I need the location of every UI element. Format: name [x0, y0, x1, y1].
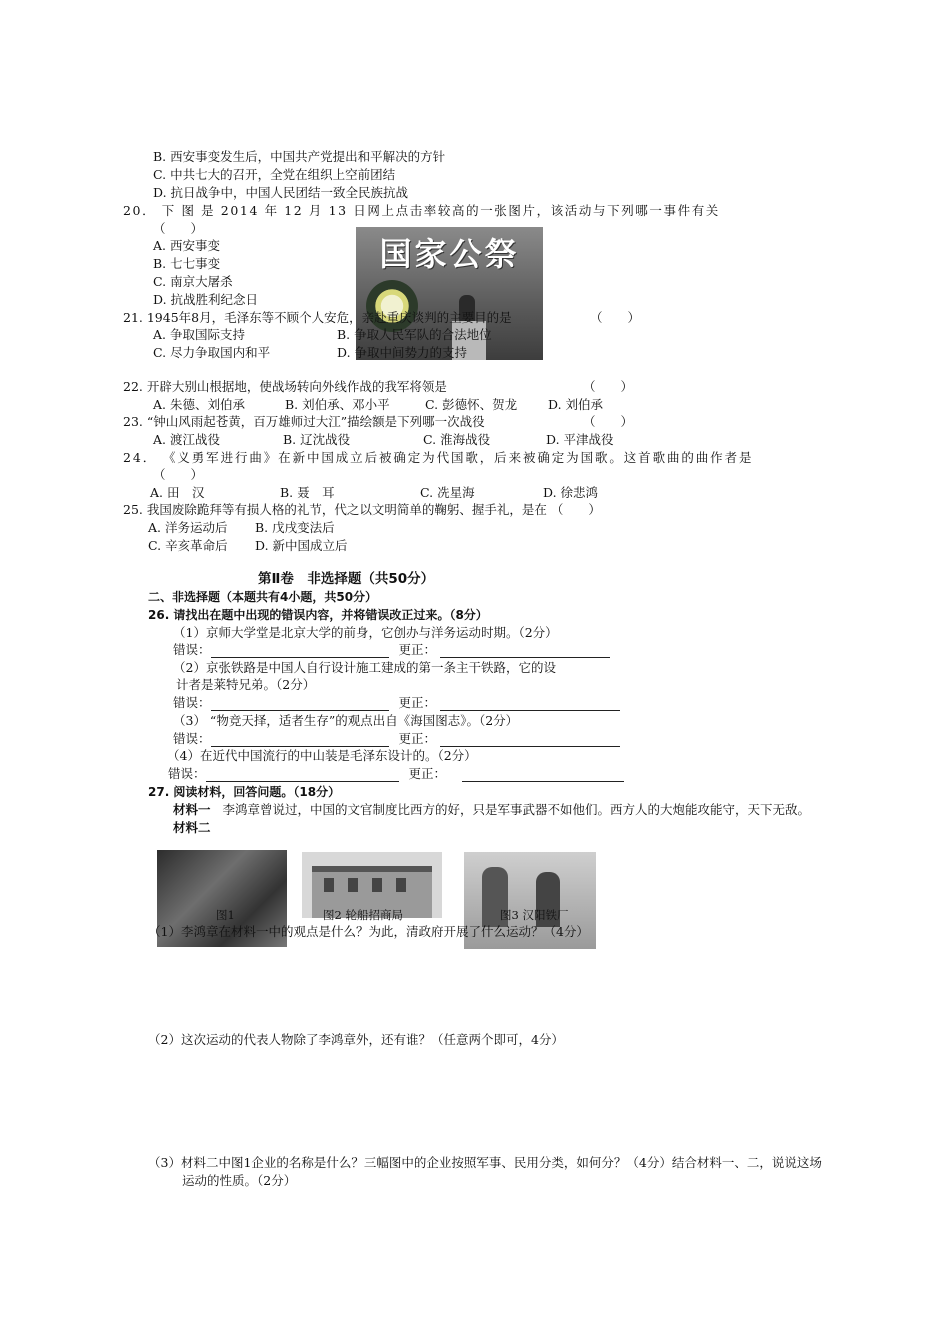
q26-item-2-answer: [173, 695, 620, 711]
q26-stem: 26. 请找出在题中出现的错误内容，并将错误改正过来。（8分）: [148, 608, 488, 622]
q22-option-d: D. 刘伯承: [548, 397, 604, 412]
error-blank[interactable]: [206, 768, 399, 782]
q20-stem-text: 20． 下 图 是 2014 年 12 月 13 日网上点击率较高的一张图片，该活动与下列哪一事件有关: [123, 203, 720, 218]
q26-item-3: （3） “物竞天择，适者生存”的观点出自《海国图志》。（2分）: [173, 713, 519, 728]
material-1-label: 材料一: [173, 802, 211, 817]
part2-section-heading: 二、非选择题（本题共有4小题，共50分）: [148, 590, 378, 604]
q23-option-a: A. 渡江战役: [153, 432, 220, 447]
q24-option-c: C. 冼星海: [420, 485, 475, 500]
q23-answer-paren: （ ）: [583, 414, 634, 429]
q25-option-d: D. 新中国成立后: [255, 538, 348, 553]
error-blank[interactable]: [211, 733, 389, 747]
correction-blank[interactable]: [462, 768, 624, 782]
q21-option-d: D. 争取中间势力的支持: [337, 345, 468, 360]
correction-label: 更正：: [408, 766, 447, 781]
q19-option-c: C. 中共七大的召开，全党在组织上空前团结: [153, 167, 396, 182]
q20-answer-paren: （ ）: [153, 221, 204, 236]
q20-option-c: C. 南京大屠杀: [153, 274, 233, 289]
q21-option-c: C. 尽力争取国内和平: [153, 345, 271, 360]
q26-item-2-line1: （2）京张铁路是中国人自行设计施工建成的第一条主干铁路，它的设: [173, 660, 556, 675]
correction-label: 更正：: [398, 695, 437, 710]
figure-3-caption: 图3 汉阳铁厂: [500, 908, 569, 922]
q21-option-a: A. 争取国际支持: [153, 327, 245, 342]
correction-blank[interactable]: [440, 644, 610, 658]
q22-option-c: C. 彭德怀、贺龙: [425, 397, 518, 412]
q27-sub-2: （2）这次运动的代表人物除了李鸿章外，还有谁？（任意两个即可，4分）: [148, 1032, 564, 1047]
q27-material-1: [173, 802, 810, 818]
q23-option-b: B. 辽沈战役: [283, 432, 351, 447]
q23-option-c: C. 淮海战役: [423, 432, 491, 447]
correction-blank[interactable]: [440, 733, 620, 747]
q27-sub-3-line1: （3）材料二中图1企业的名称是什么？三幅图中的企业按照军事、民用分类，如何分？（4分）结合材料一、二，说说这场: [148, 1155, 822, 1170]
q26-item-4: （4）在近代中国流行的中山装是毛泽东设计的。（2分）: [167, 748, 477, 763]
q26-item-1-answer: [173, 642, 610, 658]
q24-option-a: A. 田 汉: [150, 485, 205, 500]
q22-stem: 22. 开辟大别山根据地，使战场转向外线作战的我军将领是: [123, 379, 447, 394]
q20-stem: [123, 203, 845, 219]
figure-2-caption: 图2 轮船招商局: [323, 908, 403, 922]
q27-sub-3-line2: 运动的性质。（2分）: [182, 1173, 297, 1188]
q25-option-c: C. 辛亥革命后: [148, 538, 228, 553]
q23-stem: 23. “钟山风雨起苍黄，百万雄师过大江”描绘额是下列哪一次战役: [123, 414, 485, 429]
q22-answer-paren: （ ）: [583, 379, 634, 394]
correction-blank[interactable]: [440, 697, 620, 711]
part2-title: 第Ⅱ卷 非选择题（共50分）: [258, 571, 435, 587]
q20-option-d: D. 抗战胜利纪念日: [153, 292, 259, 307]
error-label: 错误：: [168, 766, 206, 781]
q22-option-b: B. 刘伯承、邓小平: [285, 397, 390, 412]
q19-option-d: D. 抗日战争中，中国人民团结一致全民族抗战: [153, 185, 409, 200]
q26-item-3-answer: [173, 731, 620, 747]
q21-option-b: B. 争取人民军队的合法地位: [337, 327, 492, 342]
q27-stem: 27. 阅读材料，回答问题。（18分）: [148, 785, 341, 799]
q26-item-2-line2: 计者是莱特兄弟。（2分）: [176, 677, 316, 692]
q23-option-d: D. 平津战役: [546, 432, 614, 447]
memorial-banner-title: 国家公祭: [379, 235, 520, 273]
error-label: 错误：: [173, 731, 211, 746]
q22-option-a: A. 朱德、刘伯承: [153, 397, 245, 412]
q24-answer-paren: （ ）: [153, 467, 204, 482]
q26-item-1: （1）京师大学堂是北京大学的前身，它创办与洋务运动时期。（2分）: [173, 625, 558, 640]
figure-1-caption: 图1: [216, 908, 235, 922]
error-blank[interactable]: [211, 644, 389, 658]
q20-option-b: B. 七七事变: [153, 256, 221, 271]
q19-option-b: B. 西安事变发生后，中国共产党提出和平解决的方针: [153, 149, 446, 164]
error-label: 错误：: [173, 642, 211, 657]
q21-answer-paren: （ ）: [590, 310, 641, 325]
material-2-label: 材料二: [173, 820, 211, 835]
q24-stem: [123, 450, 845, 466]
correction-label: 更正：: [398, 731, 437, 746]
q25-option-a: A. 洋务运动后: [148, 520, 228, 535]
q27-sub-1: （1）李鸿章在材料一中的观点是什么？为此，清政府开展了什么运动？（4分）: [148, 924, 589, 939]
q25-stem: 25. 我国废除跪拜等有损人格的礼节，代之以文明简单的鞠躬、握手礼，是在 （ ）: [123, 502, 601, 517]
q24-option-b: B. 聂 耳: [280, 485, 335, 500]
q24-option-d: D. 徐悲鸿: [543, 485, 599, 500]
q25-option-b: B. 戊戌变法后: [255, 520, 335, 535]
error-label: 错误：: [173, 695, 211, 710]
material-1-text: 李鸿章曾说过，中国的文官制度比西方的好，只是军事武器不如他们。西方人的大炮能攻能守，天下无敌。: [222, 802, 811, 817]
q21-stem: 21. 1945年8月，毛泽东等不顾个人安危，亲赴重庆谈判的主要目的是: [123, 310, 512, 325]
q26-item-4-answer: [168, 766, 624, 782]
correction-label: 更正：: [398, 642, 437, 657]
q24-stem-text: 24． 《义勇军进行曲》在新中国成立后被确定为代国歌，后来被确定为国歌。这首歌曲的曲作者是: [123, 450, 754, 465]
q20-option-a: A. 西安事变: [153, 238, 220, 253]
error-blank[interactable]: [211, 697, 389, 711]
